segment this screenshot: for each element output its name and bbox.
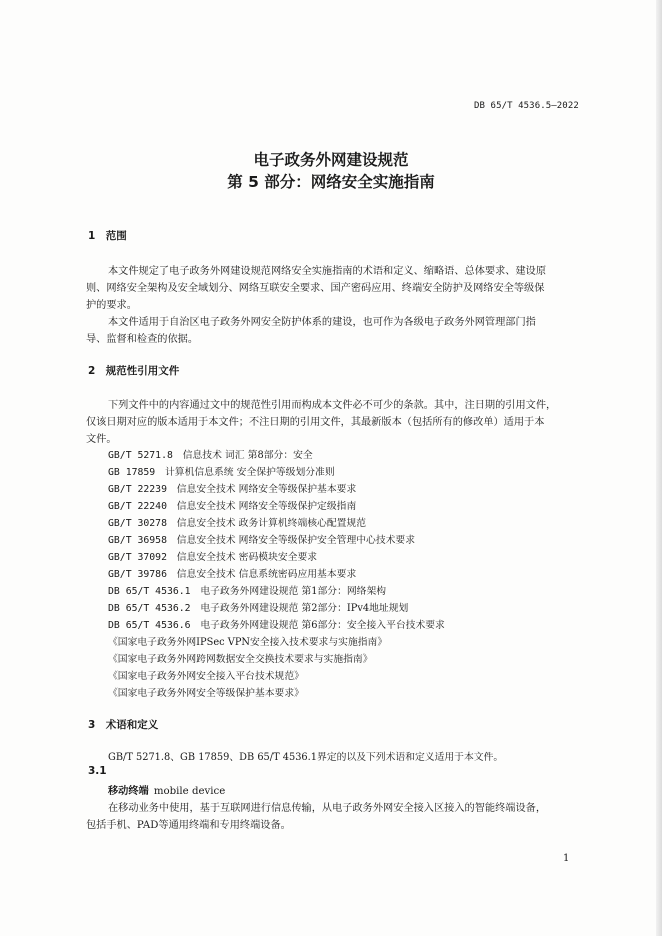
reference-title: 信息安全技术 网络安全等级保护定级指南 — [176, 501, 357, 512]
page-edge-shadow — [656, 0, 662, 936]
reference-code: GB/T 22240 — [108, 501, 167, 512]
reference-item — [108, 515, 366, 529]
term-definition-line: 包括手机、PAD等通用终端和专用终端设备。 — [86, 820, 291, 831]
reference-title: 信息安全技术 信息系统密码应用基本要求 — [176, 569, 357, 580]
named-reference: 《国家电子政务外网安全等级保护基本要求》 — [108, 688, 304, 699]
reference-item — [108, 447, 313, 461]
term-definition-line: 在移动业务中使用，基于互联网进行信息传输，从电子政务外网安全接入区接入的智能终端设备， — [108, 803, 547, 814]
reference-title: 信息安全技术 密码模块安全要求 — [176, 552, 318, 563]
term-chinese: 移动终端 — [108, 786, 149, 797]
standard-code: DB 65/T 4536.5—2022 — [474, 101, 579, 111]
section-1-para2-line: 导、监督和检查的依据。 — [86, 334, 199, 345]
reference-title: 计算机信息系统 安全保护等级划分准则 — [164, 467, 335, 478]
reference-title: 电子政务外网建设规范 第1部分：网络架构 — [200, 586, 387, 597]
section-2-intro-line: 下列文件中的内容通过文中的规范性引用而构成本文件必不可少的条款。其中，注日期的引用文件， — [108, 400, 557, 411]
reference-code: GB/T 5271.8 — [108, 450, 173, 461]
reference-title: 信息技术 词汇 第8部分：安全 — [182, 450, 313, 461]
section-1-para1-line: 本文件规定了电子政务外网建设规范网络安全实施指南的术语和定义、缩略语、总体要求、建设原 — [108, 266, 547, 277]
section-2-intro-line: 仅该日期对应的版本适用于本文件；不注日期的引用文件，其最新版本（包括所有的修改单）适用于本 — [86, 417, 545, 428]
reference-item — [108, 600, 408, 614]
section-3-heading: 3 术语和定义 — [88, 719, 159, 731]
section-3-intro: GB/T 5271.8、GB 17859、DB 65/T 4536.1界定的以及下列术语和定义适用于本文件。 — [108, 752, 504, 763]
reference-title: 电子政务外网建设规范 第6部分：安全接入平台技术要求 — [200, 620, 445, 631]
reference-item — [108, 532, 415, 546]
reference-item — [108, 498, 356, 512]
reference-code: DB 65/T 4536.1 — [108, 586, 191, 597]
reference-code: DB 65/T 4536.2 — [108, 603, 191, 614]
reference-code: GB/T 39786 — [108, 569, 167, 580]
reference-title: 信息安全技术 网络安全等级保护基本要求 — [176, 484, 357, 495]
reference-code: GB/T 30278 — [108, 518, 167, 529]
named-reference: 《国家电子政务外网IPSec VPN安全接入技术要求与实施指南》 — [108, 637, 388, 648]
reference-item — [108, 617, 445, 631]
reference-title: 电子政务外网建设规范 第2部分：IPv4地址规划 — [200, 603, 409, 614]
section-1-para1-line: 则、网络安全架构及安全域划分、网络互联安全要求、国产密码应用、终端安全防护及网络安全等级保 — [86, 283, 545, 294]
section-2-heading: 2 规范性引用文件 — [88, 365, 180, 377]
section-1-para1-line: 护的要求。 — [86, 300, 137, 311]
reference-code: GB 17859 — [108, 467, 156, 478]
reference-item — [108, 481, 356, 495]
reference-item — [108, 549, 317, 563]
reference-code: GB/T 37092 — [108, 552, 167, 563]
reference-item — [108, 583, 386, 597]
reference-item — [108, 464, 335, 478]
reference-code: DB 65/T 4536.6 — [108, 620, 191, 631]
reference-item — [108, 566, 356, 580]
title-line-2: 第 5 部分：网络安全实施指南 — [227, 173, 435, 191]
section-1-para2-line: 本文件适用于自治区电子政务外网安全防护体系的建设，也可作为各级电子政务外网管理部门指 — [108, 317, 536, 328]
section-1-heading: 1 范围 — [88, 230, 127, 242]
section-2-intro-line: 文件。 — [86, 434, 117, 445]
reference-title: 信息安全技术 政务计算机终端核心配置规范 — [176, 518, 367, 529]
named-reference: 《国家电子政务外网跨网数据安全交换技术要求与实施指南》 — [108, 654, 373, 665]
named-reference: 《国家电子政务外网安全接入平台技术规范》 — [108, 671, 304, 682]
term-heading — [108, 782, 225, 797]
term-number: 3.1 — [88, 765, 107, 777]
reference-title: 信息安全技术 网络安全等级保护安全管理中心技术要求 — [176, 535, 416, 546]
reference-code: GB/T 22239 — [108, 484, 167, 495]
page-number: 1 — [563, 853, 570, 864]
term-english: mobile device — [153, 786, 226, 797]
reference-code: GB/T 36958 — [108, 535, 167, 546]
title-line-1: 电子政务外网建设规范 — [253, 151, 409, 169]
